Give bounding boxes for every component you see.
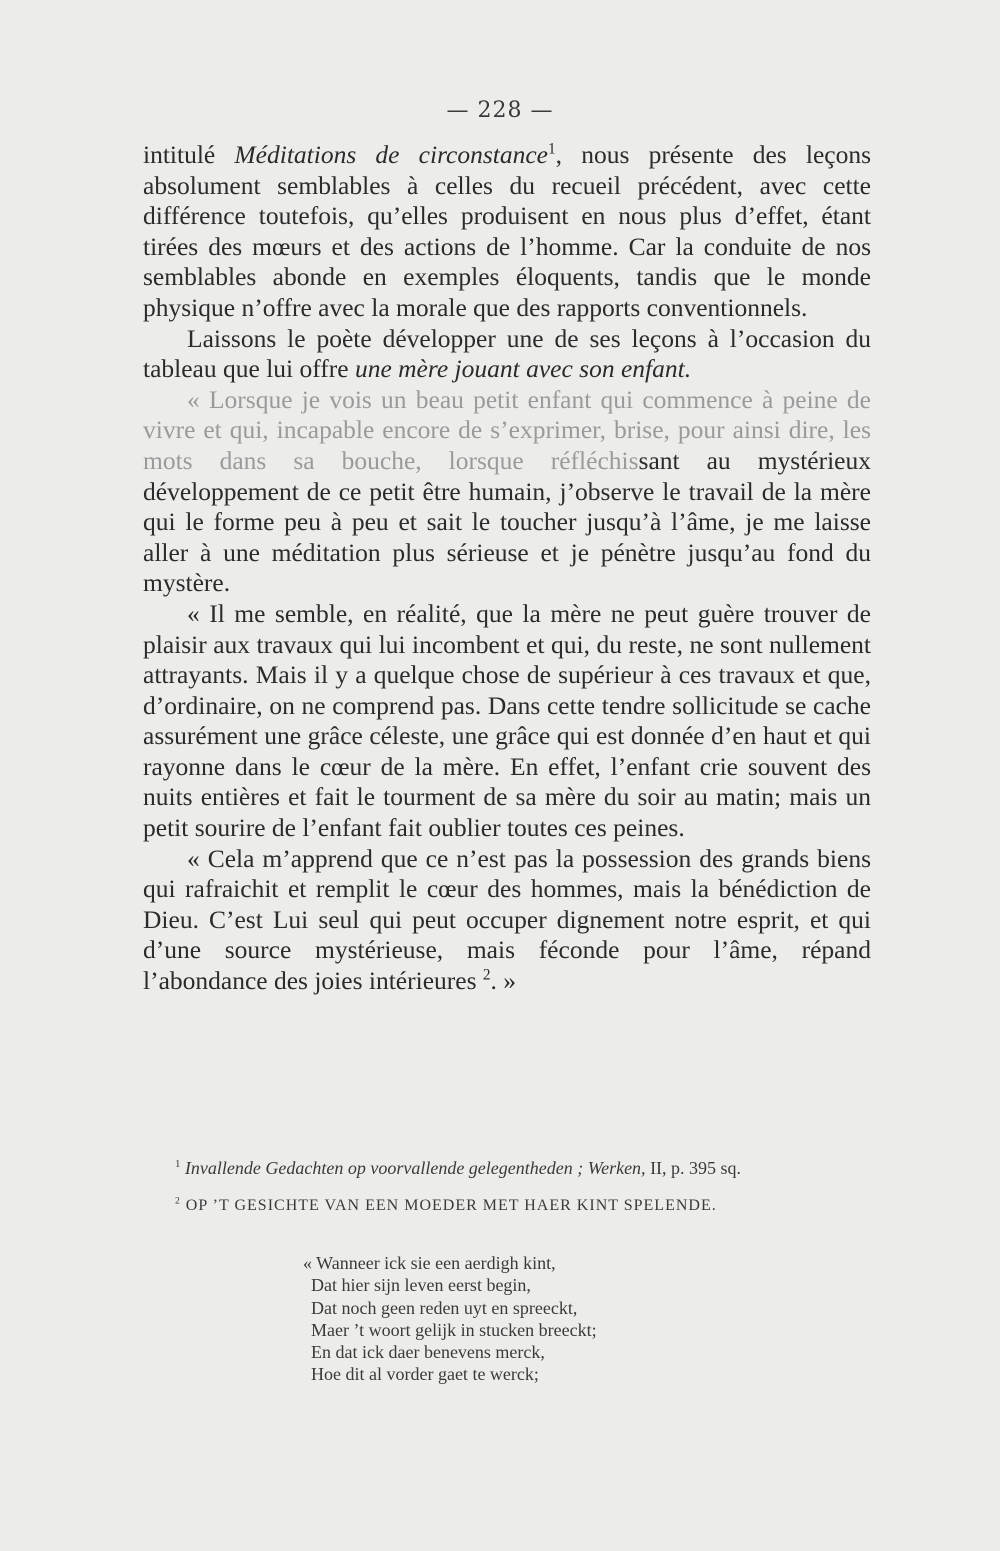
footnotes (143, 1156, 888, 1218)
paragraph-2 (143, 324, 871, 385)
body-text (143, 140, 871, 997)
paragraph-5-text: « Cela m’apprend que ce n’est pas la possession des grands biens qui rafraichit et remplit le cœur des hommes, mais la bénédiction de Dieu. C’est Lui seul qui peut occuper dignement notre esprit, et qui d’une source mystérieuse, mais féconde pour l’âme, répand l’abondance des joies intérieures (143, 843, 871, 996)
footnote-2 (143, 1193, 888, 1218)
paragraph-3 (143, 385, 871, 599)
title-tableau: une mère jouant avec son enfant. (354, 354, 692, 384)
paragraph-5-tail: . » (490, 966, 517, 996)
paragraph-3-rest: sant au mystérieux développement de ce petit être humain, j’observe le travail de la mère qui le forme peu à peu et sait le toucher jusqu’à l’âme, je me laisse aller à une méditation plus sérieuse et je pénètre jusqu’au fond du mystère. (143, 445, 871, 598)
verse-line: « Wanneer ick sie een aerdigh kint, (303, 1253, 556, 1273)
verse-quote (303, 1252, 823, 1386)
verse-line: En dat ick daer benevens merck, (311, 1342, 545, 1363)
paragraph-5 (143, 844, 871, 997)
footnote-2-heading: OP ’T GESICHTE VAN EEN MOEDER MET HAER KINT SPELENDE. (185, 1197, 717, 1214)
paragraph-4: « Il me semble, en réalité, que la mère ne peut guère trouver de plaisir aux travaux qui lui incombent et qui, du reste, ne sont nullement attrayants. Mais il y a quelque chose de supérieur à ces travaux et que, d’ordinaire, on ne comprend pas. Dans cette tendre sollicitude se cache assurément une grâce céleste, une grâce qui est donnée d’en haut et qui rayonne dans le cœur de la mère. En effet, l’enfant crie souvent des nuits entières et fait le tourment de sa mère du soir au matin; mais un petit sourire de l’enfant fait oublier toutes ces peines. (143, 598, 871, 843)
paragraph-1-rest: , nous présente des leçons absolument semblables à celles du recueil précédent, avec cette différence toutefois, qu’elles produisent en nous plus d’effet, étant tirées des mœurs et des actions de l’homme. Car la conduite de nos semblables abonde en exemples éloquents, tandis que le monde physique n’offre avec la morale que des rapports conventionnels. (143, 140, 872, 322)
footnote-1-title: Invallende Gedachten op voorvallende gelegentheden ; Werken, (184, 1158, 646, 1178)
verse-line: Dat hier sijn leven eerst begin, (311, 1275, 531, 1296)
verse-line: Maer ’t woort gelijk in stucken breeckt; (311, 1319, 597, 1340)
page-number: — 228 — (446, 98, 554, 123)
paragraph-1 (143, 140, 871, 324)
paragraph-3-faded: « Lorsque je vois un beau petit enfant qui commence à peine de vivre et qui, incapable encore de s’exprimer, brise, pour ainsi dire, les mots dans sa bouche, lorsque réfléchis (143, 384, 871, 475)
footnote-1 (143, 1156, 888, 1181)
footnote-1-marker: 1 (175, 1158, 181, 1170)
paragraph-1-lead: intitulé (143, 140, 235, 169)
verse-line: Dat noch geen reden uyt en spreeckt, (311, 1297, 578, 1318)
verse-line: Hoe dit al vorder gaet te werck; (311, 1364, 539, 1385)
paragraph-2-lead: Laissons le poète développer une de ses leçons à l’occasion du tableau que lui offre (143, 323, 871, 384)
title-meditations: Méditations de circonstance (234, 140, 549, 169)
footnote-ref-2: 2 (482, 966, 491, 984)
footnote-ref-1: 1 (548, 140, 556, 158)
footnote-2-marker: 2 (175, 1195, 181, 1207)
footnote-1-rest: II, p. 395 sq. (645, 1158, 742, 1178)
